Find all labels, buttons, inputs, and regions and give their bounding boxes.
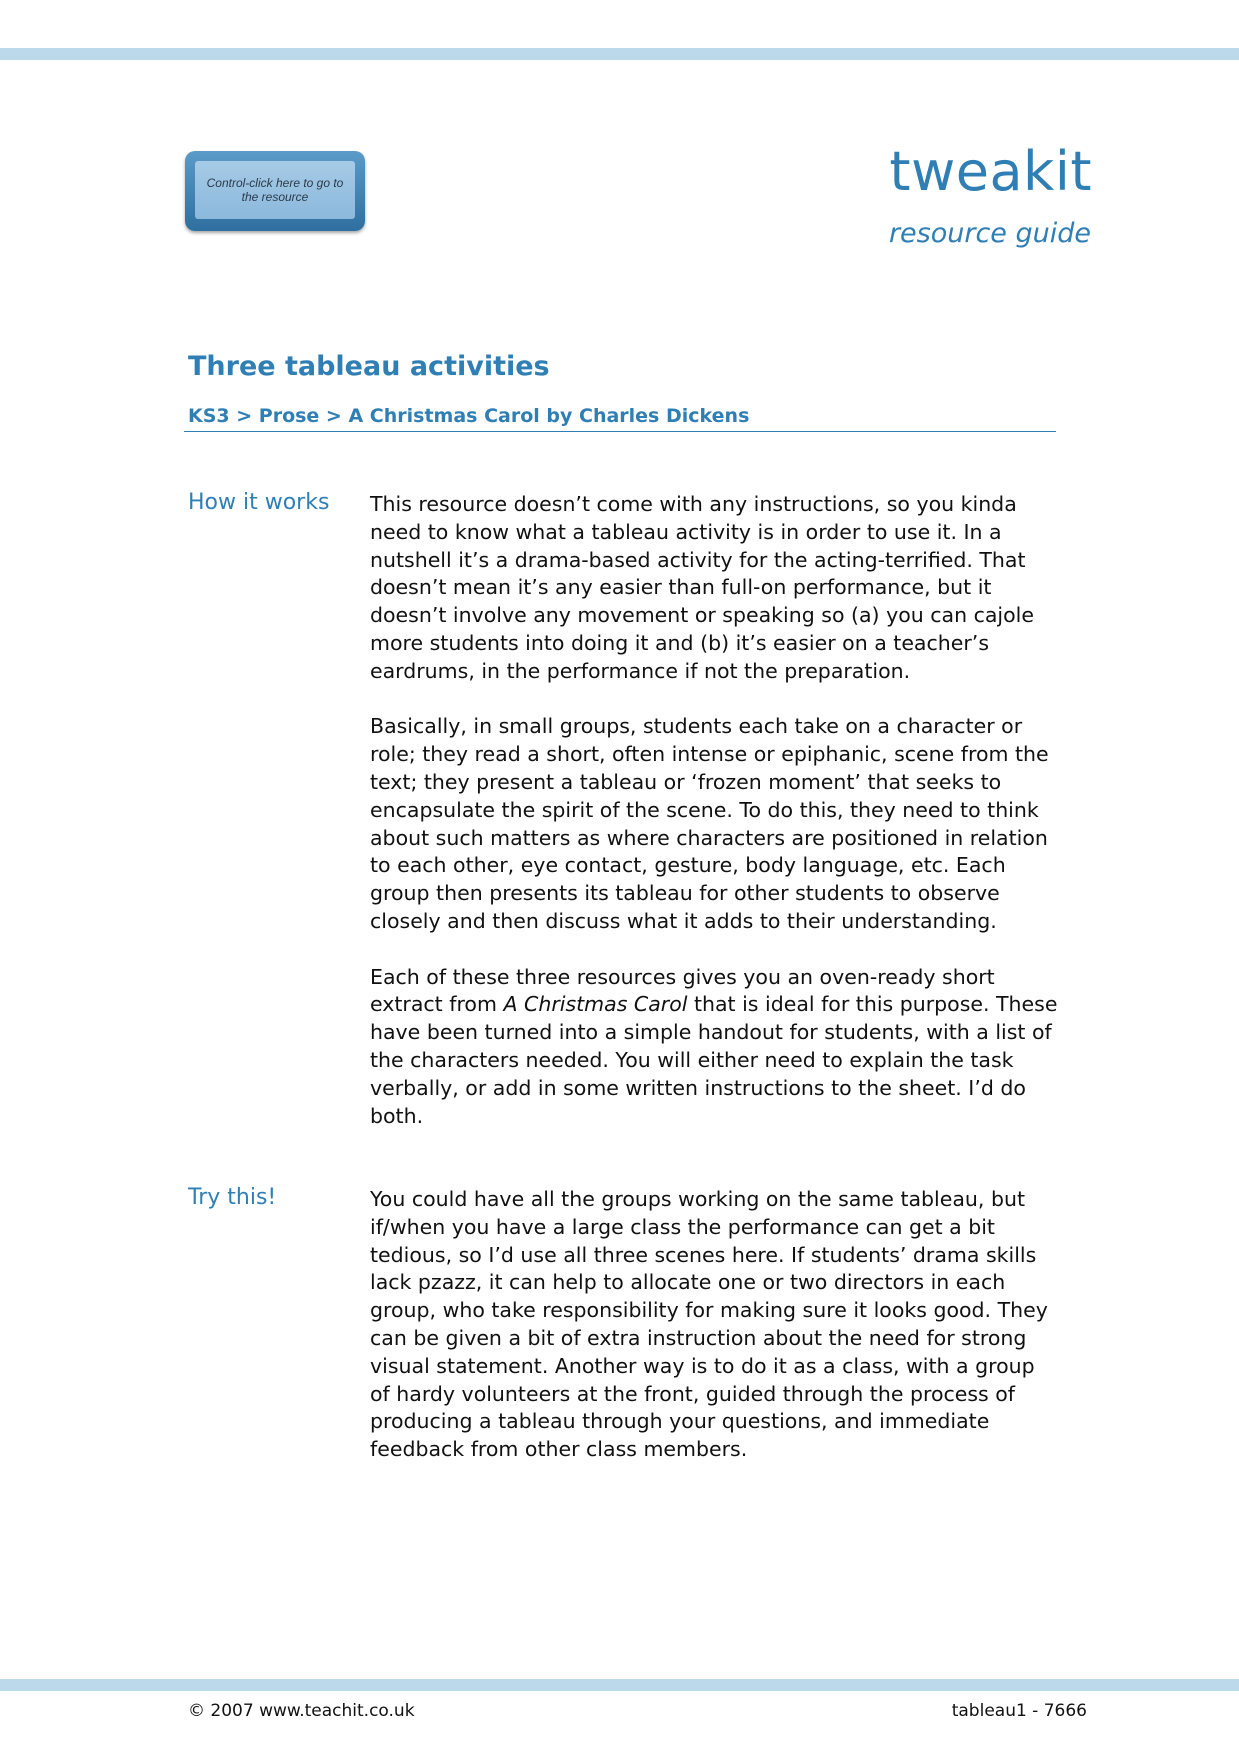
go-to-resource-button[interactable]	[185, 151, 365, 231]
brand-subtitle: resource guide	[888, 218, 1091, 249]
paragraph: Basically, in small groups, students each take on a character or role; they read a short, often intense or epiphanic, scene from the text; they present a tableau or ‘frozen moment’ that seeks to encapsulate the spirit of the scene. To do this, they need to think about such matters as where characters are positioned in relation to each other, eye contact, gesture, body language, etc. Each group then presents its tableau for other students to observe closely and then discuss what it adds to their understanding.	[370, 714, 1049, 933]
section-label-try-this: Try this!	[188, 1185, 277, 1210]
paragraph-text: that is ideal for this purpose. These have been turned into a simple handout for students, with a list of the characters needed. You will either need to explain the task verbally, or add in some written instructions to the sheet. I’d do both.	[370, 992, 1058, 1128]
section-body-how-it-works	[370, 491, 1060, 1130]
section-body-try-this	[370, 1186, 1060, 1464]
brand-title: tweakit	[889, 140, 1092, 203]
footer-copyright: © 2007 www.teachit.co.uk	[188, 1701, 415, 1721]
paragraph-text: Each of these three resources gives you an oven-ready short extract from	[370, 964, 995, 1017]
go-to-resource-button-label[interactable]: Control-click here to go to the resource	[195, 161, 355, 219]
breadcrumb: KS3 > Prose > A Christmas Carol by Charles Dickens	[188, 405, 750, 427]
section-label-how-it-works: How it works	[188, 490, 330, 515]
footer-reference: tableau1 - 7666	[951, 1701, 1087, 1721]
book-title-emphasis: A Christmas Carol	[503, 992, 688, 1017]
paragraph	[370, 964, 1060, 1131]
paragraph: You could have all the groups working on the same tableau, but if/when you have a large class the performance can get a bit tedious, so I’d use all three scenes here. If students’ drama skills lack pzazz, it can help to allocate one or two directors in each group, who take responsibility for making sure it looks good. They can be given a bit of extra instruction about the need for strong visual statement. Another way is to do it as a class, with a group of hardy volunteers at the front, guided through the process of producing a tableau through your questions, and immediate feedback from other class members.	[370, 1187, 1048, 1462]
bottom-decorative-stripe	[0, 1679, 1239, 1691]
page-title: Three tableau activities	[188, 351, 550, 382]
paragraph: This resource doesn’t come with any instructions, so you kinda need to know what a tableau activity is in order to use it. In a nutshell it’s a drama-based activity for the acting-terrified. That doesn’t mean it’s any easier than full-on performance, but it doesn’t involve any movement or speaking so (a) you can cajole more students into doing it and (b) it’s easier on a teacher’s eardrums, in the performance if not the preparation.	[370, 492, 1034, 683]
title-divider	[184, 431, 1056, 432]
top-decorative-stripe	[0, 48, 1239, 60]
